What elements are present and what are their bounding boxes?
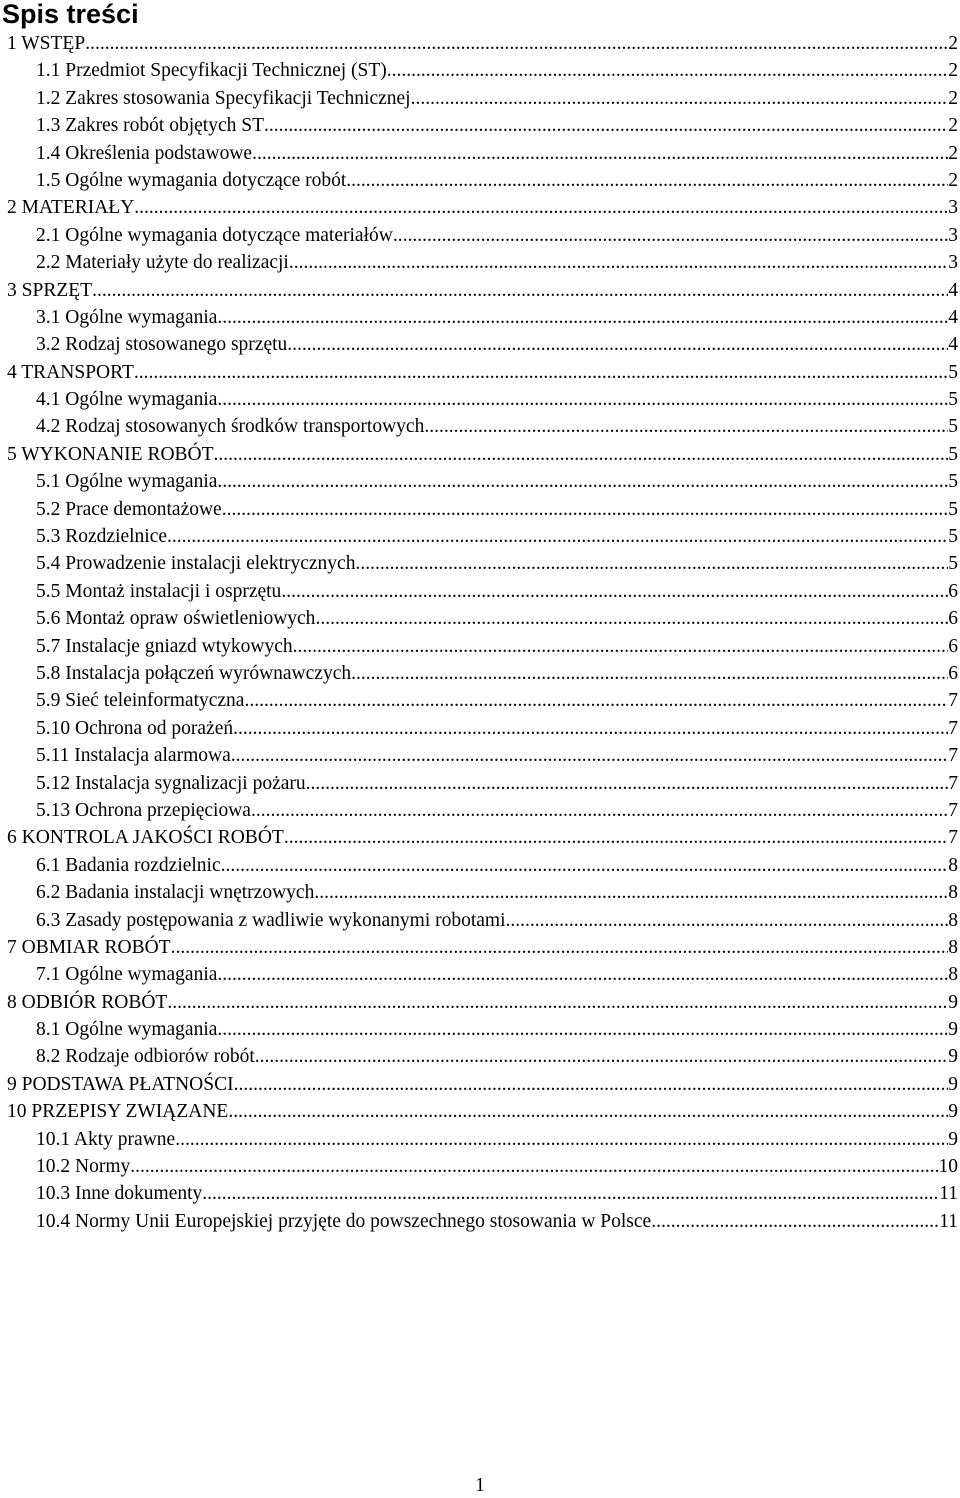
toc-dot-leader [175, 1126, 948, 1153]
toc-dot-leader [251, 797, 948, 824]
toc-entry[interactable] [0, 1043, 960, 1070]
toc-entry-title: 1.3 Zakres robót objętych ST [36, 115, 264, 137]
toc-entry[interactable] [0, 413, 960, 440]
toc-dot-leader [651, 1208, 939, 1235]
toc-entry[interactable] [0, 140, 960, 167]
toc-entry[interactable] [0, 770, 960, 797]
toc-entry[interactable] [0, 824, 960, 851]
toc-entry[interactable] [0, 359, 960, 386]
toc-entry-title: 5.4 Prowadzenie instalacji elektrycznych [36, 553, 356, 575]
toc-dot-leader [222, 496, 949, 523]
toc-entry[interactable] [0, 468, 960, 495]
toc-dot-leader [221, 852, 949, 879]
toc-dot-leader [228, 1098, 948, 1125]
toc-dot-leader [214, 441, 949, 468]
toc-entry-title: 5.8 Instalacja połączeń wyrównawczych [36, 662, 352, 684]
toc-dot-leader [346, 167, 948, 194]
toc-entry-title: 5.3 Rozdzielnice [36, 526, 168, 548]
toc-dot-leader [393, 222, 948, 249]
toc-entry-page: 5 [948, 471, 958, 493]
toc-dot-leader [171, 934, 949, 961]
toc-entry-page: 2 [948, 87, 958, 109]
toc-entry-title: 7 OBMIAR ROBÓT [7, 936, 171, 958]
toc-entry-page: 5 [948, 443, 958, 465]
toc-entry[interactable] [0, 605, 960, 632]
toc-entry-page: 5 [948, 416, 958, 438]
toc-entry-page: 7 [948, 690, 958, 712]
toc-entry-page: 9 [948, 991, 958, 1013]
toc-entry-page: 11 [939, 1183, 958, 1205]
toc-entry-page: 6 [948, 635, 958, 657]
toc-entry-page: 4 [948, 279, 958, 301]
toc-entry-title: 6.3 Zasady postępowania z wadliwie wykonanymi robotami [36, 909, 506, 931]
toc-entry-title: 3.1 Ogólne wymagania [36, 306, 218, 328]
toc-dot-leader [284, 824, 948, 851]
toc-entry[interactable] [0, 1016, 960, 1043]
toc-entry[interactable] [0, 331, 960, 358]
toc-entry-page: 10 [938, 1156, 958, 1178]
toc-dot-leader [281, 578, 948, 605]
toc-entry[interactable] [0, 852, 960, 879]
toc-entry[interactable] [0, 1180, 960, 1207]
toc-entry[interactable] [0, 523, 960, 550]
toc-entry[interactable] [0, 386, 960, 413]
toc-entry-title: 4 TRANSPORT [7, 361, 134, 383]
toc-dot-leader [167, 989, 948, 1016]
toc-entry-title: 8.2 Rodzaje odbiorów robót [36, 1046, 255, 1068]
toc-dot-leader [217, 468, 948, 495]
toc-entry-page: 7 [948, 745, 958, 767]
toc-entry-page: 8 [948, 964, 958, 986]
toc-dot-leader [255, 1043, 948, 1070]
toc-dot-leader [287, 331, 948, 358]
toc-entry-page: 8 [948, 936, 958, 958]
toc-entry-title: 4.2 Rodzaj stosowanych środków transportowych [36, 416, 425, 438]
toc-dot-leader [411, 85, 949, 112]
toc-dot-leader [293, 633, 949, 660]
toc-dot-leader [92, 277, 948, 304]
page-number: 1 [475, 1475, 485, 1496]
toc-entry-title: 9 PODSTAWA PŁATNOŚCI [7, 1073, 234, 1095]
toc-entry-title: 1.2 Zakres stosowania Specyfikacji Technicznej [36, 87, 411, 109]
toc-entry-page: 5 [948, 526, 958, 548]
toc-entry-page: 2 [948, 169, 958, 191]
toc-dot-leader [351, 660, 948, 687]
toc-dot-leader [264, 112, 948, 139]
toc-list [0, 30, 960, 1235]
toc-entry-title: 5.6 Montaż opraw oświetleniowych [36, 608, 316, 630]
toc-entry[interactable] [0, 1208, 960, 1235]
toc-entry-title: 2 MATERIAŁY [7, 197, 135, 219]
toc-entry[interactable] [0, 687, 960, 714]
toc-dot-leader [130, 1153, 938, 1180]
toc-entry-title: 5.1 Ogólne wymagania [36, 471, 218, 493]
toc-entry[interactable] [0, 304, 960, 331]
toc-entry-page: 9 [948, 1101, 958, 1123]
toc-entry-page: 9 [948, 1019, 958, 1041]
toc-dot-leader [217, 961, 948, 988]
toc-entry[interactable] [0, 1098, 960, 1125]
toc-entry-page: 9 [948, 1128, 958, 1150]
toc-entry-title: 5.5 Montaż instalacji i osprzętu [36, 580, 282, 602]
toc-entry-page: 4 [948, 306, 958, 328]
toc-dot-leader [355, 550, 948, 577]
toc-entry-page: 6 [948, 608, 958, 630]
toc-entry-page: 8 [948, 909, 958, 931]
toc-entry-title: 5.10 Ochrona od porażeń [36, 717, 234, 739]
toc-entry-page: 3 [948, 224, 958, 246]
toc-entry-title: 10.2 Normy [36, 1156, 131, 1178]
toc-entry-page: 7 [948, 717, 958, 739]
toc-dot-leader [314, 879, 948, 906]
toc-entry-page: 6 [948, 580, 958, 602]
toc-dot-leader [233, 715, 948, 742]
toc-entry-title: 4.1 Ogólne wymagania [36, 389, 218, 411]
toc-entry-title: 1.5 Ogólne wymagania dotyczące robót [36, 169, 347, 191]
toc-dot-leader [289, 249, 948, 276]
toc-entry-title: 2.1 Ogólne wymagania dotyczące materiałów [36, 224, 393, 246]
toc-dot-leader [134, 194, 948, 221]
toc-entry[interactable] [0, 578, 960, 605]
toc-entry[interactable] [0, 85, 960, 112]
toc-entry-page: 2 [948, 142, 958, 164]
toc-entry[interactable] [0, 797, 960, 824]
toc-entry-title: 1.1 Przedmiot Specyfikacji Technicznej (ST) [36, 60, 387, 82]
toc-dot-leader [387, 57, 948, 84]
toc-entry-title: 7.1 Ogólne wymagania [36, 964, 218, 986]
toc-entry-title: 3 SPRZĘT [7, 279, 93, 301]
toc-entry-page: 5 [948, 361, 958, 383]
toc-entry[interactable] [0, 961, 960, 988]
toc-entry-page: 2 [948, 115, 958, 137]
toc-entry-title: 3.2 Rodzaj stosowanego sprzętu [36, 334, 288, 356]
toc-entry[interactable] [0, 112, 960, 139]
toc-entry-page: 6 [948, 662, 958, 684]
toc-entry[interactable] [0, 30, 960, 57]
toc-entry-title: 8 ODBIÓR ROBÓT [7, 991, 168, 1013]
toc-dot-leader [134, 359, 948, 386]
toc-entry-page: 7 [948, 799, 958, 821]
toc-entry-title: 5.13 Ochrona przepięciowa [36, 799, 251, 821]
toc-entry[interactable] [0, 989, 960, 1016]
toc-entry[interactable] [0, 249, 960, 276]
toc-entry-page: 8 [948, 854, 958, 876]
toc-entry-page: 7 [948, 772, 958, 794]
toc-dot-leader [315, 605, 948, 632]
toc-entry-title: 6 KONTROLA JAKOŚCI ROBÓT [7, 827, 284, 849]
toc-entry-title: 10.3 Inne dokumenty [36, 1183, 203, 1205]
toc-entry-title: 5.9 Sieć teleinformatyczna [36, 690, 245, 712]
toc-dot-leader [252, 140, 948, 167]
toc-dot-leader [217, 386, 948, 413]
toc-entry-title: 10.1 Akty prawne [36, 1128, 176, 1150]
toc-entry[interactable] [0, 222, 960, 249]
toc-dot-leader [424, 413, 948, 440]
toc-entry-page: 5 [948, 498, 958, 520]
toc-entry-page: 4 [948, 334, 958, 356]
toc-entry-title: 5.7 Instalacje gniazd wtykowych [36, 635, 293, 657]
toc-dot-leader [234, 1071, 949, 1098]
toc-entry-title: 5.11 Instalacja alarmowa [36, 745, 231, 767]
toc-entry[interactable] [0, 57, 960, 84]
toc-entry[interactable] [0, 742, 960, 769]
toc-dot-leader [231, 742, 949, 769]
toc-dot-leader [306, 770, 949, 797]
toc-entry[interactable] [0, 879, 960, 906]
toc-dot-leader [244, 687, 948, 714]
toc-entry-page: 5 [948, 389, 958, 411]
toc-dot-leader [85, 30, 948, 57]
toc-entry[interactable] [0, 1126, 960, 1153]
toc-entry-title: 6.2 Badania instalacji wnętrzowych [36, 882, 315, 904]
toc-entry[interactable] [0, 907, 960, 934]
toc-entry-title: 6.1 Badania rozdzielnic [36, 854, 221, 876]
toc-dot-leader [217, 1016, 948, 1043]
toc-entry-page: 3 [948, 197, 958, 219]
toc-entry[interactable] [0, 633, 960, 660]
toc-entry[interactable] [0, 660, 960, 687]
toc-dot-leader [506, 907, 949, 934]
toc-entry[interactable] [0, 441, 960, 468]
toc-entry-title: 10 PRZEPISY ZWIĄZANE [7, 1101, 229, 1123]
toc-entry-title: 2.2 Materiały użyte do realizacji [36, 252, 289, 274]
toc-entry[interactable] [0, 1153, 960, 1180]
toc-entry-page: 9 [948, 1046, 958, 1068]
toc-entry-page: 9 [948, 1073, 958, 1095]
toc-entry-page: 2 [948, 33, 958, 54]
toc-entry-title: 8.1 Ogólne wymagania [36, 1019, 218, 1041]
toc-dot-leader [217, 304, 948, 331]
toc-entry[interactable] [0, 934, 960, 961]
toc-entry[interactable] [0, 715, 960, 742]
toc-dot-leader [167, 523, 948, 550]
toc-entry[interactable] [0, 167, 960, 194]
toc-entry[interactable] [0, 194, 960, 221]
toc-entry-title: 10.4 Normy Unii Europejskiej przyjęte do powszechnego stosowania w Polsce [36, 1210, 652, 1232]
toc-entry-page: 3 [948, 252, 958, 274]
toc-entry[interactable] [0, 496, 960, 523]
toc-entry[interactable] [0, 1071, 960, 1098]
toc-entry-page: 7 [948, 827, 958, 849]
toc-entry[interactable] [0, 550, 960, 577]
toc-entry-title: 5.12 Instalacja sygnalizacji pożaru [36, 772, 306, 794]
toc-entry-title: 5.2 Prace demontażowe [36, 498, 222, 520]
toc-dot-leader [202, 1180, 939, 1207]
toc-entry-page: 11 [939, 1210, 958, 1232]
toc-entry-page: 8 [948, 882, 958, 904]
toc-entry-page: 5 [948, 553, 958, 575]
toc-entry-page: 2 [948, 60, 958, 82]
toc-entry-title: 1 WSTĘP [7, 33, 86, 54]
toc-entry-title: 1.4 Określenia podstawowe [36, 142, 253, 164]
toc-entry-title: 5 WYKONANIE ROBÓT [7, 443, 214, 465]
toc-title: Spis treści [2, 0, 139, 29]
toc-entry[interactable] [0, 277, 960, 304]
